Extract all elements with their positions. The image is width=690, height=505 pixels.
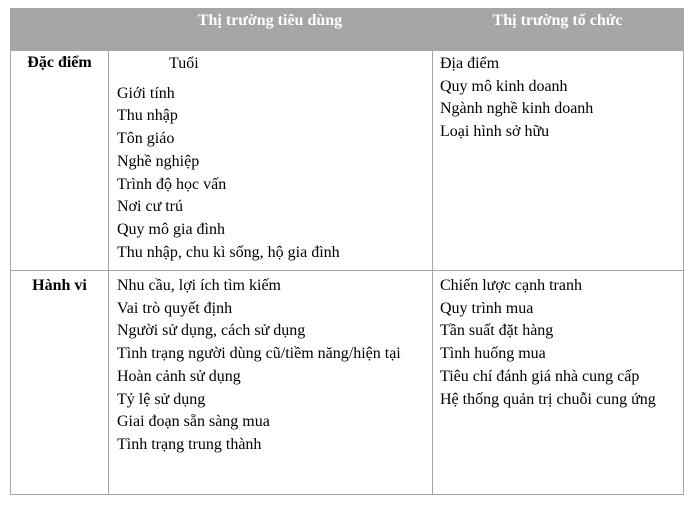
column-divider	[108, 51, 109, 495]
list-item: Giai đoạn sẵn sàng mua	[117, 413, 270, 431]
list-item: Hoàn cảnh sử dụng	[117, 367, 241, 385]
list-item: Quy mô kinh doanh	[440, 77, 568, 95]
column-divider	[432, 51, 433, 495]
list-item: Tuổi	[169, 55, 199, 72]
list-item: Quy trình mua	[440, 299, 534, 317]
list-item: Tiêu chí đánh giá nhà cung cấp	[440, 367, 640, 385]
behavior-consumer-cell	[117, 275, 401, 457]
characteristics-business-cell	[440, 53, 593, 144]
list-item: Vai trò quyết định	[117, 299, 233, 317]
header-consumer-market: Thị trường tiêu dùng	[197, 12, 343, 29]
list-item: Quy mô gia đình	[117, 220, 225, 238]
list-item: Giới tính	[117, 84, 175, 102]
list-item: Nghề nghiệp	[117, 152, 200, 170]
list-item: Chiến lược cạnh tranh	[440, 277, 582, 294]
list-item: Thu nhập, chu kì sống, hộ gia đình	[117, 243, 340, 261]
list-item: Tần suất đặt hàng	[440, 322, 554, 340]
list-item: Nhu cầu, lợi ích tìm kiếm	[117, 277, 281, 294]
list-item: Ngành nghề kinh doanh	[440, 100, 594, 118]
row-label-characteristics: Đặc điểm	[27, 54, 92, 71]
list-item: Nơi cư trú	[117, 198, 184, 216]
characteristics-consumer-cell	[117, 53, 340, 264]
list-item: Trình độ học vấn	[117, 175, 227, 193]
row-label-behavior: Hành vi	[32, 277, 87, 294]
table-header	[11, 9, 683, 51]
list-item: Thu nhập	[117, 107, 178, 125]
list-item: Tình huống mua	[440, 345, 546, 363]
header-empty-cell	[11, 9, 108, 51]
list-item: Người sử dụng, cách sử dụng	[117, 322, 306, 340]
list-item: Tỷ lệ sử dụng	[117, 390, 206, 408]
list-item: Tình trạng người dùng cũ/tiềm năng/hiện tại	[117, 345, 401, 363]
header-business-market: Thị trường tổ chức	[492, 12, 623, 29]
list-item: Loại hình sở hữu	[440, 123, 550, 141]
row-divider	[11, 270, 683, 271]
list-item: Địa điểm	[440, 55, 500, 72]
segmentation-table	[10, 8, 684, 495]
list-item: Hệ thống quản trị chuỗi cung ứng	[440, 390, 656, 408]
list-item: Tôn giáo	[117, 130, 175, 148]
list-item: Tình trạng trung thành	[117, 435, 262, 453]
behavior-business-cell	[440, 275, 656, 411]
